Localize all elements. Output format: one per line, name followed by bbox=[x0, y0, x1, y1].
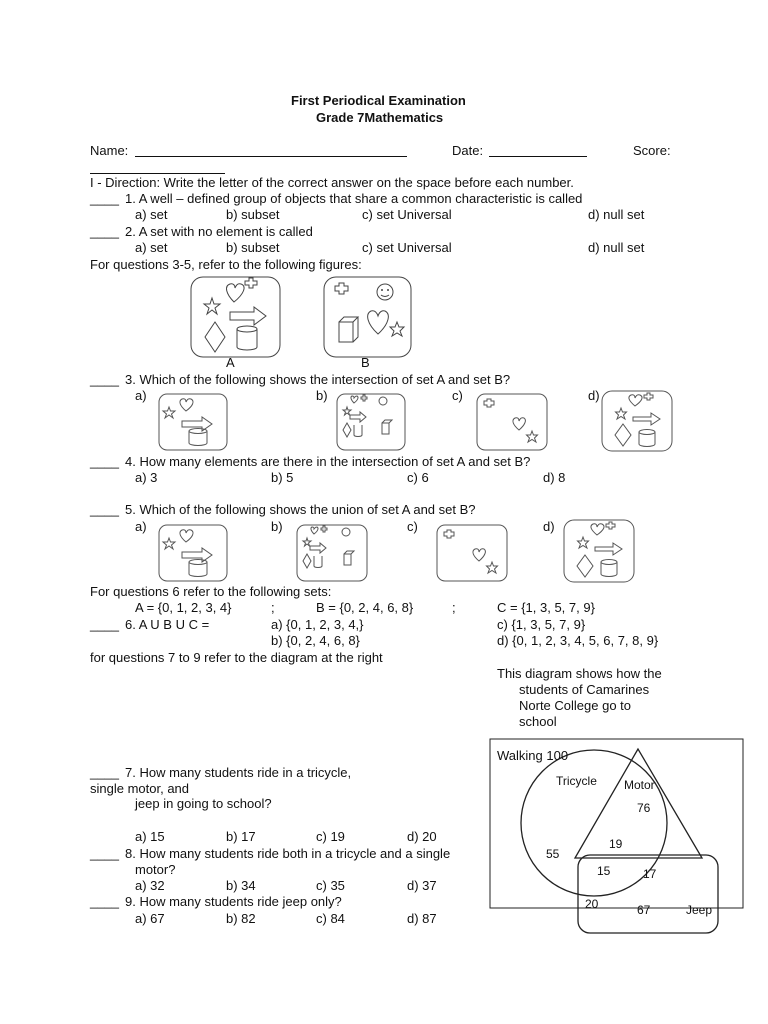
diagram-caption-line-3: Norte College go to bbox=[519, 698, 632, 713]
q7-option-c: c) 19 bbox=[316, 829, 345, 844]
diagram-intro: for questions 7 to 9 refer to the diagram at the right bbox=[90, 650, 383, 665]
set-c-def: C = {1, 3, 5, 7, 9} bbox=[497, 600, 595, 615]
set-a-def: A = {0, 1, 2, 3, 4} bbox=[135, 600, 232, 615]
q3-option-a: a) bbox=[135, 388, 147, 403]
q5-figure-d bbox=[563, 519, 635, 583]
q7-blank[interactable]: ____ bbox=[90, 765, 119, 780]
q5-option-c: c) bbox=[407, 519, 418, 534]
q3-figure-b bbox=[336, 393, 406, 451]
q1-option-b: b) subset bbox=[226, 207, 280, 222]
q5-figure-b bbox=[296, 524, 368, 582]
q6-blank[interactable]: ____ bbox=[90, 617, 119, 632]
q3-option-c: c) bbox=[452, 388, 463, 403]
q9-option-a: a) 67 bbox=[135, 911, 165, 926]
direction-text: I - Direction: Write the letter of the correct answer on the space before each number. bbox=[90, 175, 574, 190]
score-label: Score: bbox=[633, 143, 671, 158]
q3-blank[interactable]: ____ bbox=[90, 372, 119, 387]
q4-option-b: b) 5 bbox=[271, 470, 294, 485]
set-separator-2: ; bbox=[452, 600, 456, 615]
q9-option-c: c) 84 bbox=[316, 911, 345, 926]
venn-value-jeep-only: 67 bbox=[637, 903, 651, 917]
set-b-label: B bbox=[361, 355, 370, 370]
set-a-figure bbox=[190, 276, 282, 358]
q8-blank[interactable]: ____ bbox=[90, 846, 119, 861]
diagram-caption-line-2: students of Camarines bbox=[519, 682, 650, 697]
q6-option-c: c) {1, 3, 5, 7, 9} bbox=[497, 617, 586, 632]
q7-text-line-2: single motor, and bbox=[90, 781, 190, 796]
q7-text-line-1: 7. How many students ride in a tricycle, bbox=[125, 765, 352, 780]
q7-option-a: a) 15 bbox=[135, 829, 165, 844]
q8-option-a: a) 32 bbox=[135, 878, 165, 893]
q7-text-line-3: jeep in going to school? bbox=[135, 796, 272, 811]
name-line[interactable] bbox=[135, 156, 407, 157]
q4-text: 4. How many elements are there in the intersection of set A and set B? bbox=[125, 454, 531, 469]
venn-value-motor-jeep: 17 bbox=[643, 867, 657, 881]
q2-option-d: d) null set bbox=[588, 240, 645, 255]
q7-option-d: d) 20 bbox=[407, 829, 437, 844]
q3-figure-c bbox=[476, 393, 548, 451]
venn-tricycle-label: Tricycle bbox=[556, 774, 597, 788]
q8-text-line-1: 8. How many students ride both in a tricycle and a single bbox=[125, 846, 451, 861]
set-b-figure bbox=[323, 276, 413, 358]
q6-option-d: d) {0, 1, 2, 3, 4, 5, 6, 7, 8, 9} bbox=[497, 633, 659, 648]
q2-option-b: b) subset bbox=[226, 240, 280, 255]
q8-option-d: d) 37 bbox=[407, 878, 437, 893]
exam-subtitle: Grade 7Mathematics bbox=[316, 110, 444, 125]
q3-figure-d bbox=[601, 390, 673, 452]
venn-walking-label: Walking 100 bbox=[497, 748, 569, 763]
exam-title: First Periodical Examination bbox=[291, 93, 466, 108]
q2-option-a: a) set bbox=[135, 240, 168, 255]
q8-text-line-2: motor? bbox=[135, 862, 176, 877]
q1-blank[interactable]: ____ bbox=[90, 191, 119, 206]
q6-text: 6. A U B U C = bbox=[125, 617, 210, 632]
q5-option-a: a) bbox=[135, 519, 147, 534]
q4-blank[interactable]: ____ bbox=[90, 454, 119, 469]
q6-option-b: b) {0, 2, 4, 6, 8} bbox=[271, 633, 360, 648]
q1-option-c: c) set Universal bbox=[362, 207, 452, 222]
q3-figure-a bbox=[158, 393, 228, 451]
venn-value-tricycle-only: 55 bbox=[546, 847, 560, 861]
venn-value-tricycle-motor: 19 bbox=[609, 837, 623, 851]
q8-option-b: b) 34 bbox=[226, 878, 256, 893]
date-line[interactable] bbox=[489, 156, 587, 157]
q3-option-b: b) bbox=[316, 388, 328, 403]
score-line[interactable] bbox=[90, 173, 225, 174]
q5-blank[interactable]: ____ bbox=[90, 502, 119, 517]
q9-blank[interactable]: ____ bbox=[90, 894, 119, 909]
q8-option-c: c) 35 bbox=[316, 878, 345, 893]
q1-option-a: a) set bbox=[135, 207, 168, 222]
figures-intro: For questions 3-5, refer to the following figures: bbox=[90, 257, 362, 272]
sets-intro: For questions 6 refer to the following sets: bbox=[90, 584, 332, 599]
set-a-label: A bbox=[226, 355, 235, 370]
q3-text: 3. Which of the following shows the intersection of set A and set B? bbox=[125, 372, 511, 387]
q2-blank[interactable]: ____ bbox=[90, 224, 119, 239]
date-label: Date: bbox=[452, 143, 484, 158]
q1-text: 1. A well – defined group of objects that share a common characteristic is called bbox=[125, 191, 583, 206]
set-separator-1: ; bbox=[271, 600, 275, 615]
q9-option-b: b) 82 bbox=[226, 911, 256, 926]
q6-option-a: a) {0, 1, 2, 3, 4,} bbox=[271, 617, 364, 632]
q5-option-d: d) bbox=[543, 519, 555, 534]
set-b-def: B = {0, 2, 4, 6, 8} bbox=[316, 600, 414, 615]
name-label: Name: bbox=[90, 143, 129, 158]
venn-value-tricycle-jeep: 20 bbox=[585, 897, 599, 911]
diagram-caption-line-1: This diagram shows how the bbox=[497, 666, 662, 681]
q9-option-d: d) 87 bbox=[407, 911, 437, 926]
q9-text: 9. How many students ride jeep only? bbox=[125, 894, 342, 909]
venn-jeep-label: Jeep bbox=[686, 903, 713, 917]
q5-figure-c bbox=[436, 524, 508, 582]
q3-option-d: d) bbox=[588, 388, 600, 403]
q4-option-c: c) 6 bbox=[407, 470, 429, 485]
venn-value-motor-only: 76 bbox=[637, 801, 651, 815]
venn-motor-label: Motor bbox=[624, 778, 655, 792]
q4-option-a: a) 3 bbox=[135, 470, 158, 485]
q5-text: 5. Which of the following shows the union of set A and set B? bbox=[125, 502, 476, 517]
venn-universe-box bbox=[490, 739, 743, 908]
q2-option-c: c) set Universal bbox=[362, 240, 452, 255]
q2-text: 2. A set with no element is called bbox=[125, 224, 313, 239]
q5-figure-a bbox=[158, 524, 228, 582]
q5-option-b: b) bbox=[271, 519, 283, 534]
diagram-caption-line-4: school bbox=[519, 714, 557, 729]
q1-option-d: d) null set bbox=[588, 207, 645, 222]
q4-option-d: d) 8 bbox=[543, 470, 566, 485]
q7-option-b: b) 17 bbox=[226, 829, 256, 844]
venn-diagram bbox=[488, 737, 748, 937]
venn-value-all-three: 15 bbox=[597, 864, 611, 878]
